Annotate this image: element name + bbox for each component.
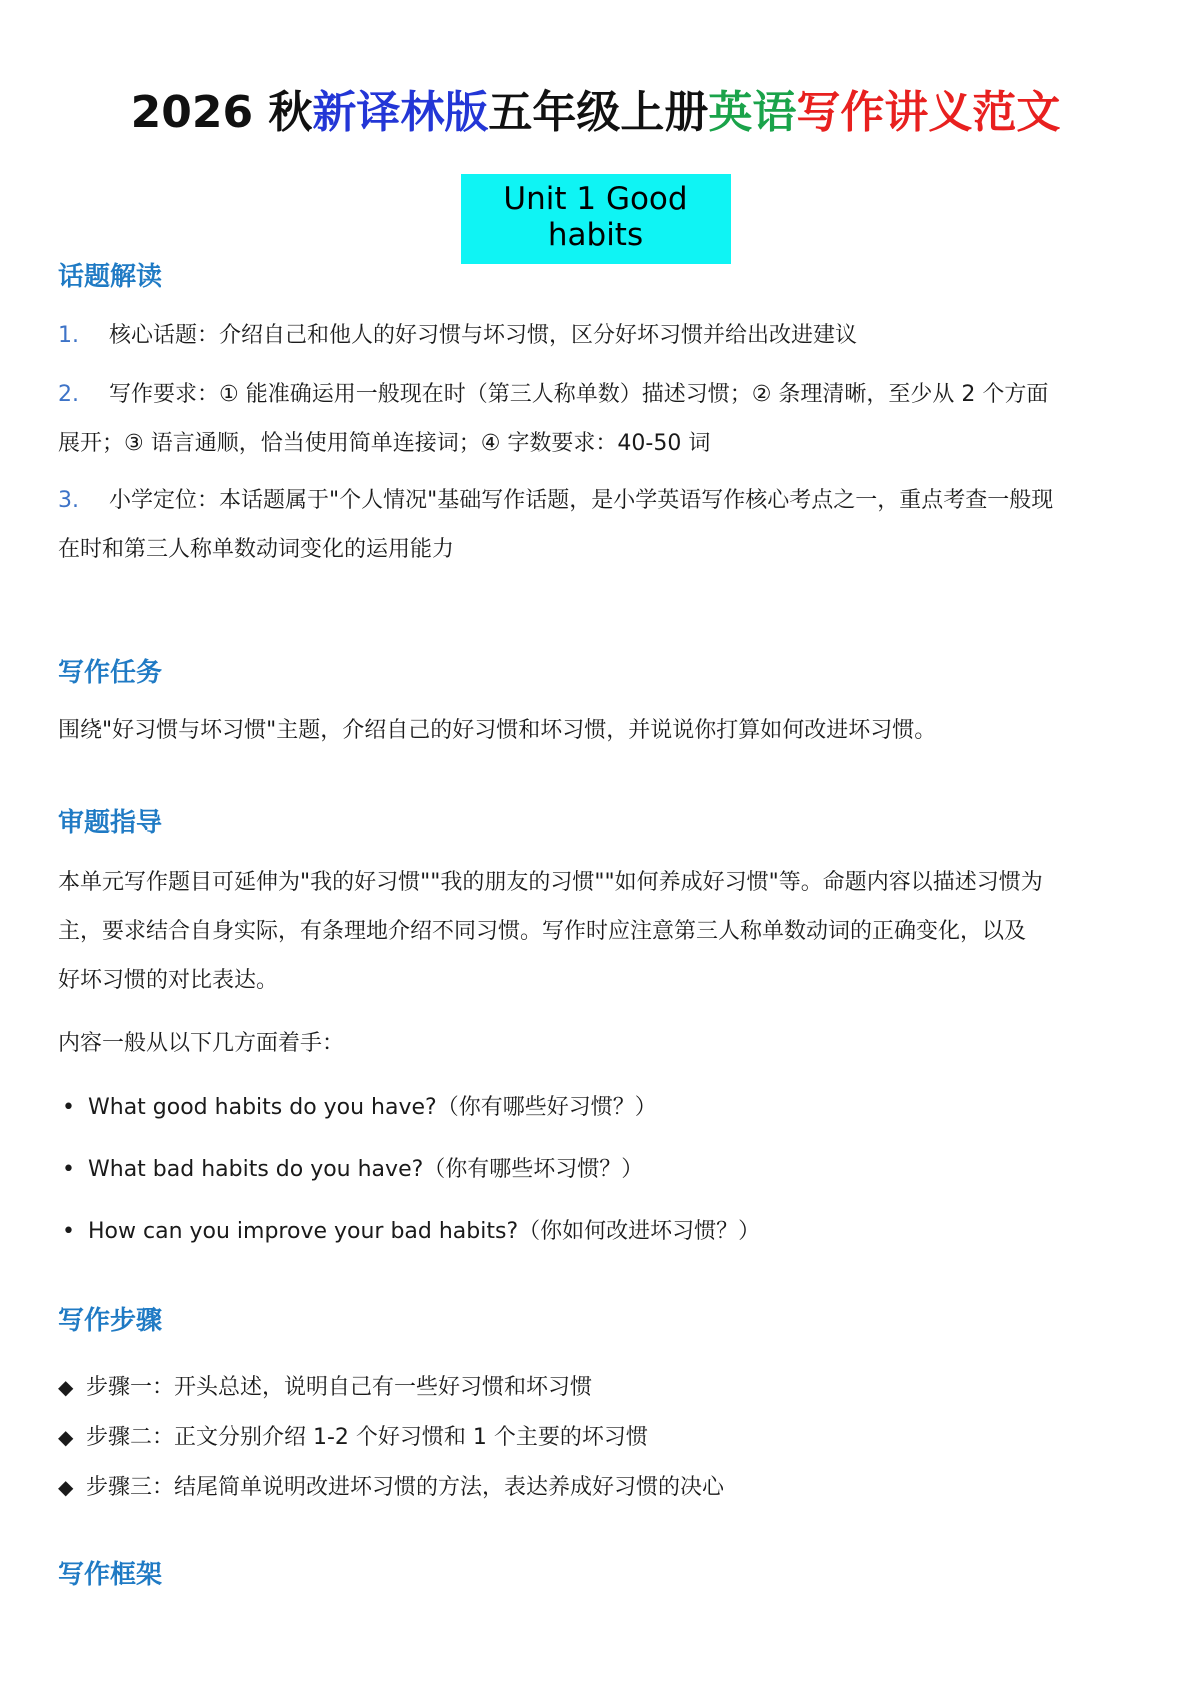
topic-item-3-text: 小学定位：本话题属于"个人情况"基础写作话题，是小学英语写作核心考点之一，重点考查一般现 xyxy=(109,488,1054,513)
title-part-edition: 新译林版 xyxy=(312,87,489,138)
bullet-dot-icon: • xyxy=(62,1219,75,1244)
topic-item-1 xyxy=(58,311,1138,360)
guide-paragraph-line-2: 主，要求结合自身实际，有条理地介绍不同习惯。写作时应注意第三人称单数动词的正确变化，以及 xyxy=(58,919,1027,944)
task-text: 围绕"好习惯与坏习惯"主题，介绍自己的好习惯和坏习惯，并说说你打算如何改进坏习惯。 xyxy=(58,718,937,743)
step-item-2-text: 步骤二：正文分别介绍 1-2 个好习惯和 1 个主要的坏习惯 xyxy=(86,1425,648,1450)
step-item-3 xyxy=(58,1470,724,1501)
bullet-dot-icon: • xyxy=(62,1157,75,1182)
topic-item-2-text: 写作要求：① 能准确运用一般现在时（第三人称单数）描述习惯；② 条理清晰，至少从 2 个方面 xyxy=(109,382,1049,407)
guide-intro: 内容一般从以下几方面着手： xyxy=(58,1031,345,1056)
topic-item-1-text: 核心话题：介绍自己和他人的好习惯与坏习惯，区分好坏习惯并给出改进建议 xyxy=(109,323,858,348)
title-part-subject: 英语 xyxy=(708,87,797,138)
guide-bullet-3-text: How can you improve your bad habits?（你如何改进坏习惯？） xyxy=(88,1219,761,1244)
step-item-3-text: 步骤三：结尾简单说明改进坏习惯的方法，表达养成好习惯的决心 xyxy=(86,1475,725,1500)
guide-bullet-1 xyxy=(62,1090,657,1121)
unit-label: Unit 1 Good habits xyxy=(461,174,731,264)
section-heading-guide: 审题指导 xyxy=(58,808,163,838)
topic-item-1-number: 1. xyxy=(58,323,79,348)
guide-bullet-2-text: What bad habits do you have?（你有哪些坏习惯？） xyxy=(88,1157,644,1182)
title-part-type: 写作讲义范文 xyxy=(796,87,1061,138)
section-heading-steps: 写作步骤 xyxy=(58,1306,163,1336)
guide-paragraph-line-1: 本单元写作题目可延伸为"我的好习惯""我的朋友的习惯""如何养成好习惯"等。命题内容以描述习惯为 xyxy=(58,870,1043,895)
topic-item-3 xyxy=(58,476,1138,574)
guide-bullet-1-text: What good habits do you have?（你有哪些好习惯？） xyxy=(88,1095,657,1120)
step-item-1-text: 步骤一：开头总述，说明自己有一些好习惯和坏习惯 xyxy=(86,1375,593,1400)
diamond-bullet-icon: ◆ xyxy=(58,1475,74,1499)
guide-paragraph xyxy=(58,858,1138,1005)
guide-bullet-3 xyxy=(62,1214,760,1245)
step-item-1 xyxy=(58,1370,592,1401)
section-heading-task: 写作任务 xyxy=(58,658,163,688)
topic-item-3-number: 3. xyxy=(58,488,79,513)
title-part-grade: 五年级上册 xyxy=(488,87,709,138)
topic-item-2 xyxy=(58,370,1138,468)
topic-item-3-text-cont: 在时和第三人称单数动词变化的运用能力 xyxy=(58,537,455,562)
topic-item-2-number: 2. xyxy=(58,382,79,407)
bullet-dot-icon: • xyxy=(62,1095,75,1120)
title-part-year: 2026 秋 xyxy=(130,87,313,138)
section-heading-topic: 话题解读 xyxy=(58,262,163,292)
document-title xyxy=(0,76,1191,140)
guide-paragraph-line-3: 好坏习惯的对比表达。 xyxy=(58,968,279,993)
unit-label-wrap xyxy=(0,174,1191,264)
step-item-2 xyxy=(58,1420,648,1451)
guide-bullet-2 xyxy=(62,1152,643,1183)
diamond-bullet-icon: ◆ xyxy=(58,1375,74,1399)
diamond-bullet-icon: ◆ xyxy=(58,1425,74,1449)
section-heading-framework: 写作框架 xyxy=(58,1560,163,1590)
topic-item-2-text-cont: 展开；③ 语言通顺，恰当使用简单连接词；④ 字数要求：40-50 词 xyxy=(58,431,711,456)
